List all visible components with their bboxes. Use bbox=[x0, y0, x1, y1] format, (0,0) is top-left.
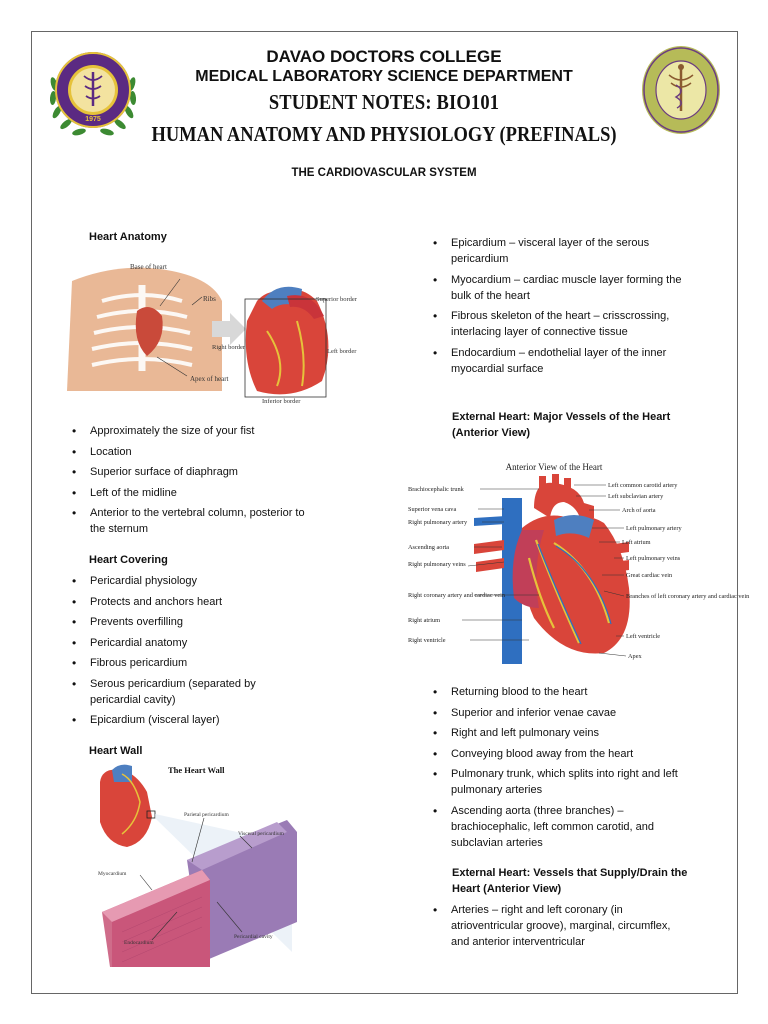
label-ascending-aorta: Ascending aorta bbox=[408, 544, 450, 551]
list-item: • Pericardial anatomy bbox=[72, 635, 302, 651]
list-item: • Pericardial physiology bbox=[72, 573, 302, 589]
list-item: • Returning blood to the heart bbox=[433, 684, 689, 700]
vessel-list bbox=[433, 684, 689, 855]
list-item: • Approximately the size of your fist bbox=[72, 423, 322, 439]
label-left-subclavian: Left subclavian artery bbox=[608, 493, 664, 500]
list-item: • Protects and anchors heart bbox=[72, 594, 302, 610]
list-item: • Epicardium – visceral layer of the serous pericardium bbox=[433, 235, 689, 267]
heart-wall-heading: Heart Wall bbox=[89, 745, 143, 757]
wall-figure-title: The Heart Wall bbox=[168, 765, 225, 775]
label-right-border: Right border bbox=[212, 344, 246, 351]
list-item: • Superior surface of diaphragm bbox=[72, 464, 322, 480]
label-right-ventricle: Right ventricle bbox=[408, 637, 446, 644]
label-left-border: Left border bbox=[327, 348, 357, 355]
label-right-atrium: Right atrium bbox=[408, 617, 441, 624]
heart-covering-heading: Heart Covering bbox=[89, 554, 168, 566]
list-item: • Fibrous skeleton of the heart – crisscrossing, interlacing layer of connective tissue bbox=[433, 308, 689, 340]
department-name: MEDICAL LABORATORY SCIENCE DEPARTMENT bbox=[195, 68, 573, 85]
list-item: • Right and left pulmonary veins bbox=[433, 725, 689, 741]
label-myocardium: Myocardium bbox=[98, 871, 127, 877]
label-base-of-heart: Base of heart bbox=[130, 263, 167, 271]
label-endocardium: Endocardium bbox=[124, 940, 154, 946]
label-left-pulmonary-artery: Left pulmonary artery bbox=[626, 525, 682, 532]
list-item: • Left of the midline bbox=[72, 485, 322, 501]
label-left-ventricle: Left ventricle bbox=[626, 633, 661, 640]
covering-list bbox=[72, 573, 302, 733]
label-right-coronary-artery: Right coronary artery and cardiac vein bbox=[408, 592, 506, 599]
label-left-common-carotid: Left common carotid artery bbox=[608, 482, 678, 489]
seal-left-year: 1975 bbox=[85, 116, 101, 123]
label-great-cardiac-vein: Great cardiac vein bbox=[626, 572, 673, 579]
list-item: • Location bbox=[72, 444, 322, 460]
college-name: DAVAO DOCTORS COLLEGE bbox=[266, 47, 502, 66]
list-item: • Anterior to the vertebral column, posterior to the sternum bbox=[72, 505, 322, 537]
label-visceral-pericardium: Visceral pericardium bbox=[238, 831, 284, 837]
heart-anatomy-heading: Heart Anatomy bbox=[89, 231, 167, 243]
label-left-pulmonary-veins: Left pulmonary veins bbox=[626, 555, 681, 562]
topic-title: THE CARDIOVASCULAR SYSTEM bbox=[291, 167, 477, 179]
list-item: • Ascending aorta (three branches) – brachiocephalic, left common carotid, and subclavian arteries bbox=[433, 803, 689, 851]
label-inferior-border: Inferior border bbox=[262, 398, 301, 405]
heart-anatomy-figure bbox=[62, 261, 357, 407]
label-right-pulmonary-veins: Right pulmonary veins bbox=[408, 561, 466, 568]
label-parietal-pericardium: Parietal pericardium bbox=[184, 812, 229, 818]
list-item: • Serous pericardium (separated by pericardial cavity) bbox=[72, 676, 302, 708]
list-item: • Endocardium – endothelial layer of the inner myocardial surface bbox=[433, 345, 689, 377]
label-superior-vena-cava: Superior vena cava bbox=[408, 506, 457, 513]
label-pericardial-cavity: Pericardial cavity bbox=[234, 934, 273, 940]
label-apex: Apex bbox=[628, 653, 642, 660]
supply-list bbox=[433, 902, 689, 955]
list-item: • Fibrous pericardium bbox=[72, 655, 302, 671]
heart-wall-figure bbox=[92, 762, 302, 972]
anterior-heart-figure bbox=[404, 458, 750, 668]
label-arch-of-aorta: Arch of aorta bbox=[622, 507, 656, 514]
list-item: • Epicardium (visceral layer) bbox=[72, 712, 302, 728]
label-left-atrium: Left atrium bbox=[622, 539, 651, 546]
list-item: • Pulmonary trunk, which splits into right and left pulmonary arteries bbox=[433, 766, 689, 798]
supply-vessels-heading: External Heart: Vessels that Supply/Drain the Heart (Anterior View) bbox=[452, 867, 688, 895]
major-vessels-heading: External Heart: Major Vessels of the Heart (Anterior View) bbox=[452, 411, 671, 439]
anatomy-list bbox=[72, 423, 322, 542]
list-item: • Myocardium – cardiac muscle layer forming the bulk of the heart bbox=[433, 272, 689, 304]
layer-list bbox=[433, 235, 689, 381]
anterior-figure-title: Anterior View of the Heart bbox=[505, 462, 603, 472]
course-title: HUMAN ANATOMY AND PHYSIOLOGY (PREFINALS) bbox=[151, 122, 617, 146]
label-brachiocephalic-trunk: Brachiocephalic trunk bbox=[408, 486, 464, 493]
list-item: • Prevents overfilling bbox=[72, 614, 302, 630]
label-apex: Apex of heart bbox=[190, 375, 229, 383]
list-item: • Arteries – right and left coronary (in atrioventricular groove), marginal, circumflex, and anterior interventricular bbox=[433, 902, 689, 950]
notes-title: STUDENT NOTES: BIO101 bbox=[268, 90, 500, 114]
label-right-pulmonary-artery: Right pulmonary artery bbox=[408, 519, 468, 526]
list-item: • Superior and inferior venae cavae bbox=[433, 705, 689, 721]
label-superior-border: Superior border bbox=[316, 296, 357, 303]
list-item: • Conveying blood away from the heart bbox=[433, 746, 689, 762]
label-ribs: Ribs bbox=[203, 295, 216, 303]
label-left-coronary-branches: Branches of left coronary artery and cardiac vein bbox=[626, 593, 750, 600]
